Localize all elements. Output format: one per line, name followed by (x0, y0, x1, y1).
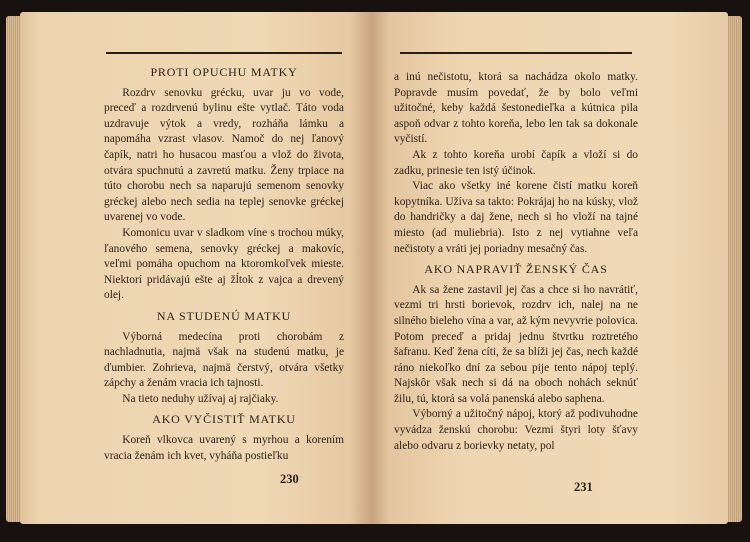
left-text-column (104, 60, 344, 464)
right-page (372, 12, 728, 524)
section-heading: AKO NAPRAVIŤ ŽENSKÝ ČAS (424, 262, 608, 277)
paragraph: a inú nečistotu, ktorá sa nachádza okolo matky. Popravde musím povedať, že by bolo veľmi užitočné, keby každá šestonedieľka a kútnica pila aspoň odvar z tohto koreňa, lebo len tak sa dokonale vyčistí. (394, 71, 638, 146)
left-page (20, 12, 372, 524)
page-number: 230 (280, 472, 299, 486)
paragraph: Viac ako všetky iné korene čistí matku koreň kopytníka. Užíva sa takto: Pokrájaj ho na kúsky, vlož do handričky a daj žene, nech si ho vloží na tajné miesto (ad muliebria). Isto z nej vytiahne veľa nečistoty a vráti jej poriadny mesačný čas. (394, 180, 638, 255)
section-heading: NA STUDENÚ MATKU (156, 308, 292, 323)
paragraph: Koreň vlkovca uvarený s myrhou a korením vracia ženám ich kvet, vyháňa postieľku (104, 434, 344, 462)
right-text-column (394, 70, 638, 454)
paragraph: Ak z tohto koreňa urobí čapík a vloží si do zadku, prinesie ten istý účinok. (394, 148, 638, 177)
paragraph: Rozdrv senovku grécku, uvar ju vo vode, preceď a rozdrvenú bylinu ešte vytlač. Táto voda uzdravuje výtok a vredy, rozháňa lámku a napomáha vzrast vlasov. Namoč do nej ľanový čapík, natri ho husacou masťou a vlož do života, otvára spuchnutú a zavretú matku. Ženy trpiace na túto chorobu nech sa naparujú semenom senovky gréckej alebo nech sedia na teplej senovke gréckej uvarenej vo vode. (104, 86, 344, 224)
right-page-edges (726, 16, 742, 522)
paragraph: Komonicu uvar v sladkom víne s trochou múky, ľanového semena, senovky gréckej a makovíc, veľmi pomáha opuchom na ktoromkoľvek mieste. Niektorí pridávajú ešte aj žĺtok z vajca a drevený olej. (104, 226, 344, 302)
top-rule (106, 52, 342, 54)
paragraph: Ak sa žene zastavil jej čas a chce si ho navrátiť, vezmi tri hrsti borievok, rozdrv ich, nalej na ne silného bieleho vína a var, až kým nevyvrie polovica. Potom preceď a pridaj jednu štvrtku roztretého šafranu. Keď žena cíti, že sa blíži jej čas, nech každé ráno niekoľko dní za sebou pije tento nápoj teplý. Najskôr však nech si dá na oboch nohách seknúť žilu, tú, ktorá sa volá panenská alebo saphena. (394, 283, 638, 405)
section-heading: PROTI OPUCHU MATKY (150, 65, 298, 79)
paragraph: Výborný a užitočný nápoj, ktorý až podivuhodne vyvádza ženskú chorobu: Vezmi štyri loty šťavy alebo odvaru z borievky netaty, pol (394, 408, 638, 452)
section-heading: AKO VYČISTIŤ MATKU (152, 412, 296, 427)
open-book (6, 4, 744, 534)
page-number: 231 (574, 480, 593, 494)
top-rule (400, 52, 632, 54)
paragraph: Na tieto neduhy užívaj aj rajčiaky. (122, 392, 279, 405)
paragraph: Výborná medecína proti chorobám z nachladnutia, najmä však na studenú matku, je ďumbier. Zohrieva, najmä čerstvý, otvára všetky zápchy a ženám vracia ich tajnosti. (104, 330, 344, 390)
